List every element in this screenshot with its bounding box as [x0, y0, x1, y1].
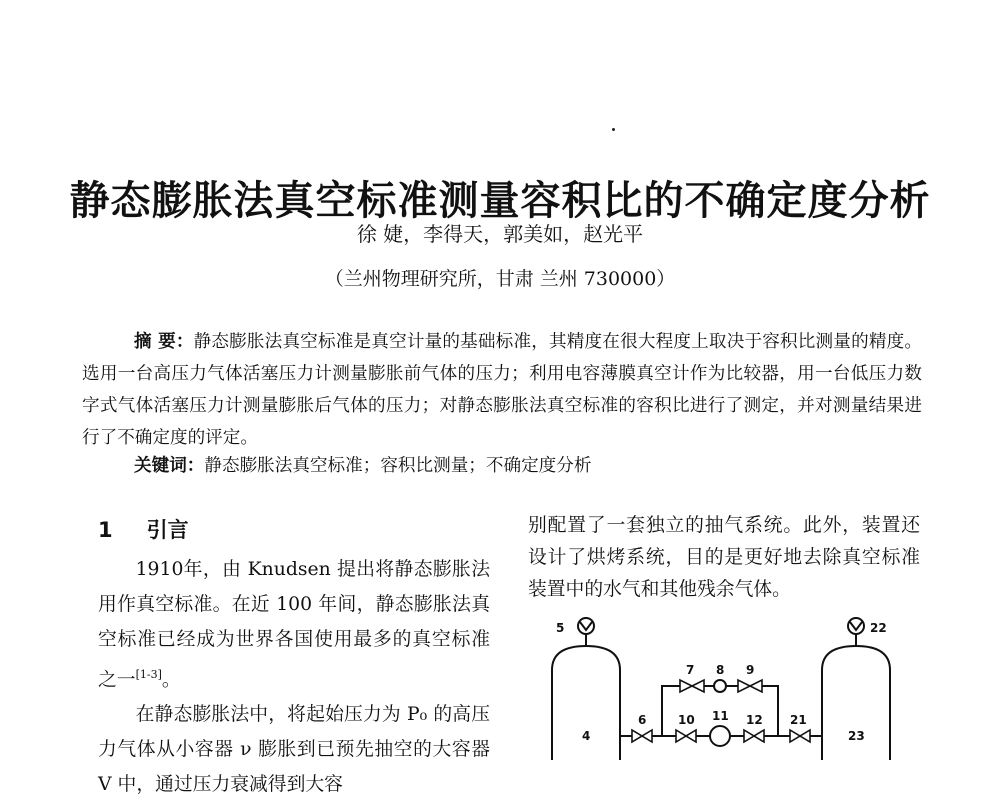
valve-7 [680, 680, 704, 692]
label-5: 5 [556, 621, 565, 635]
section-title: 引言 [146, 518, 189, 542]
label-11: 11 [712, 709, 729, 723]
paper-title: 静态膨胀法真空标准测量容积比的不确定度分析 [69, 176, 931, 224]
valve-21 [790, 730, 810, 742]
chamber-8 [714, 680, 726, 692]
chamber-11 [710, 726, 730, 746]
section-number: 1 [98, 518, 113, 542]
right-column-text: 别配置了一套独立的抽气系统。此外，装置还设计了烘烤系统，目的是更好地去除真空标准装置中的水气和其他残余气体。 [528, 515, 920, 600]
valve-6 [632, 730, 652, 742]
intro-paragraph-1 [98, 552, 490, 697]
keywords-label: 关键词： [134, 456, 205, 476]
intro-para1-text: 1910年，由 Knudsen 提出将静态膨胀法用作真空标准。在近 100 年间，静态膨胀法真空标准已经成为世界各国使用最多的真空标准之一 [98, 559, 490, 691]
right-gauge-mark [850, 622, 862, 630]
abstract-text: 静态膨胀法真空标准是真空计量的基础标准，其精度在很大程度上取决于容积比测量的精度。选用一台高压力气体活塞压力计测量膨胀前气体的压力；利用电容薄膜真空计作为比较器，用一台低压力数字式气体活塞压力计测量膨胀后气体的压力；对静态膨胀法真空标准的容积比进行了测定，并对测量结果进行了不确定度的评定。 [82, 332, 922, 448]
abstract-label: 摘 要： [134, 332, 194, 352]
label-22: 22 [870, 621, 887, 635]
valve-12 [744, 730, 764, 742]
citation-ref: [1-3] [135, 668, 162, 681]
stray-dot [612, 128, 615, 131]
apparatus-diagram [540, 612, 900, 760]
label-23: 23 [848, 729, 865, 743]
intro-para1-end: 。 [161, 669, 181, 691]
abstract [82, 326, 922, 454]
left-gauge-mark [580, 622, 592, 630]
label-9: 9 [746, 663, 755, 677]
label-7: 7 [686, 663, 695, 677]
label-4: 4 [582, 729, 591, 743]
left-column [98, 552, 490, 802]
label-6: 6 [638, 713, 647, 727]
section-heading [98, 514, 189, 544]
label-10: 10 [678, 713, 695, 727]
label-12: 12 [746, 713, 763, 727]
valve-9 [738, 680, 762, 692]
valve-10 [676, 730, 696, 742]
intro-paragraph-2: 在静态膨胀法中，将起始压力为 P₀ 的高压力气体从小容器 ν 膨胀到已预先抽空的大容器 V 中，通过压力衰减得到大容 [98, 704, 490, 796]
label-8: 8 [716, 663, 725, 677]
keywords-text: 静态膨胀法真空标准；容积比测量；不确定度分析 [204, 456, 592, 476]
keywords [82, 452, 922, 477]
label-21: 21 [790, 713, 807, 727]
affiliation: （兰州物理研究所，甘肃 兰州 730000） [324, 268, 676, 290]
authors: 徐 婕，李得天，郭美如，赵光平 [356, 222, 644, 246]
